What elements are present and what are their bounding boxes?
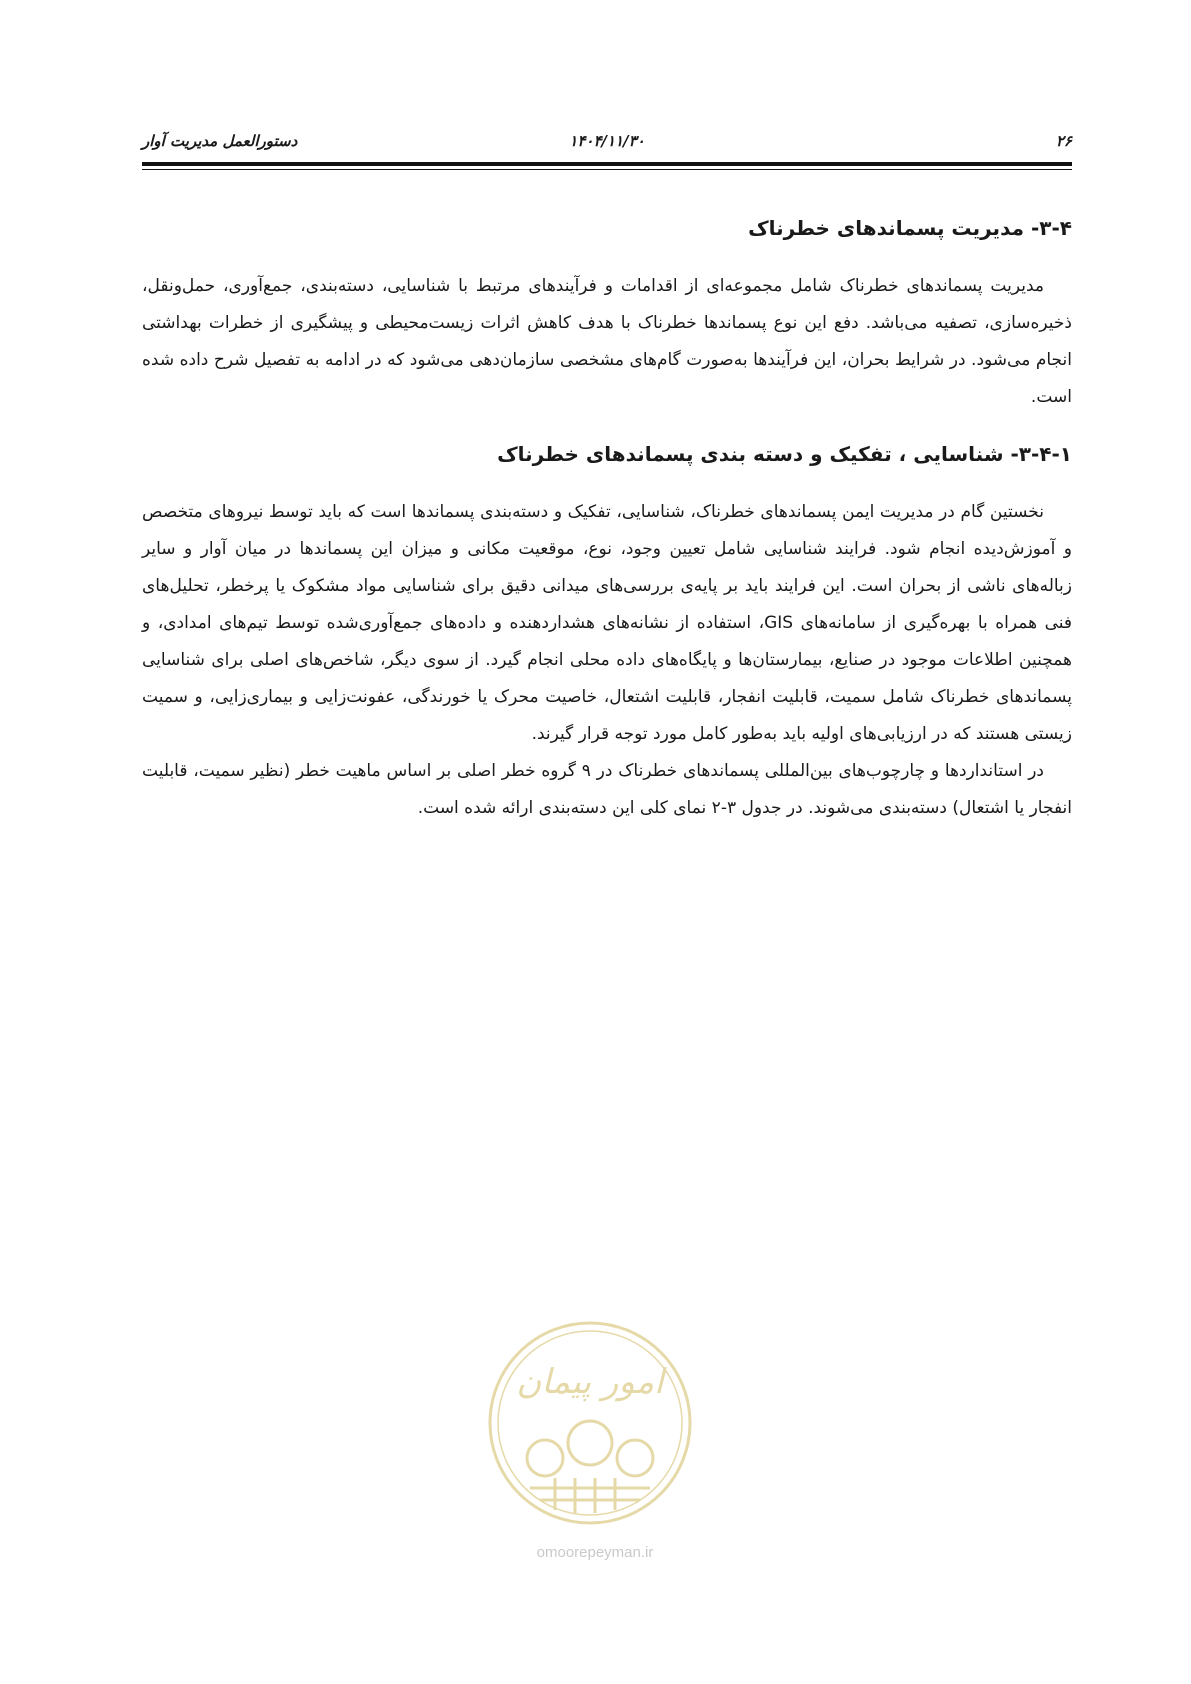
watermark-url: omoorepeyman.ir — [536, 1544, 654, 1561]
page-content — [142, 212, 1072, 827]
header-date: ۱۴۰۴/۱۱/۳۰ — [569, 132, 645, 150]
subsection-paragraph-1: نخستین گام در مدیریت ایمن پسماندهای خطرناک، شناسایی، تفکیک و دسته‌بندی پسماندها است که باید توسط نیروهای متخصص و آموزش‌دیده انجام شود. فرایند شناسایی شامل تعیین وجود، نوع، موقعیت مکانی و میزان این پسماندها در میان آوار و سایر زباله‌های ناشی از بحران است. این فرایند باید بر پایه‌ی بررسی‌های میدانی دقیق برای شناسایی مواد مشکوک یا پرخطر، تحلیل‌های فنی همراه با بهره‌گیری از سامانه‌های GIS، استفاده از نشانه‌های هشداردهنده و داده‌های جمع‌آوری‌شده توسط تیم‌های امدادی، و همچنین اطلاعات موجود در صنایع، بیمارستان‌ها و پایگاه‌های داده محلی انجام گیرد. از سوی دیگر، شاخص‌های اصلی برای شناسایی پسماندهای خطرناک شامل سمیت، قابلیت انفجار، قابلیت اشتعال، خاصیت محرک یا خورندگی، عفونت‌زایی و بیماری‌زایی، و سمیت زیستی هستند که در ارزیابی‌های اولیه باید به‌طور کامل مورد توجه قرار گیرند. — [142, 502, 1072, 744]
subsection-heading: ۳-۴-۱- شناسایی ، تفکیک و دسته بندی پسماندهای خطرناک — [497, 442, 1072, 466]
subsection-paragraph-2: در استانداردها و چارچوب‌های بین‌المللی پسماندهای خطرناک در ۹ گروه خطر اصلی بر اساس ماهیت خطر (نظیر سمیت، قابلیت انفجار یا اشتعال) دسته‌بندی می‌شوند. در جدول ۳-۲ نمای کلی این دسته‌بندی ارائه شده است. — [142, 761, 1072, 818]
watermark-logo-text: امور پیمان — [516, 1362, 664, 1402]
page-number: ۲۶ — [1055, 132, 1072, 150]
document-title: دستورالعمل مدیریت آوار — [142, 132, 298, 150]
header-rule-thin — [142, 169, 1072, 170]
section-heading: ۳-۴- مدیریت پسماندهای خطرناک — [748, 216, 1072, 240]
watermark-logo — [485, 1318, 695, 1528]
section-paragraph: مدیریت پسماندهای خطرناک شامل مجموعه‌ای از اقدامات و فرآیندهای مرتبط با شناسایی، دسته‌بندی، جمع‌آوری، حمل‌ونقل، ذخیره‌سازی، تصفیه می‌باشد. دفع این نوع پسماندها خطرناک با هدف کاهش اثرات زیست‌محیطی و پیشگیری از خطرات بهداشتی انجام می‌شود. در شرایط بحران، این فرآیندها به‌صورت گام‌های مشخصی سازمان‌دهی می‌شود که در ادامه به تفصیل شرح داده شده است. — [142, 276, 1072, 407]
header-rule-thick — [142, 162, 1072, 166]
page-header — [142, 128, 1072, 164]
